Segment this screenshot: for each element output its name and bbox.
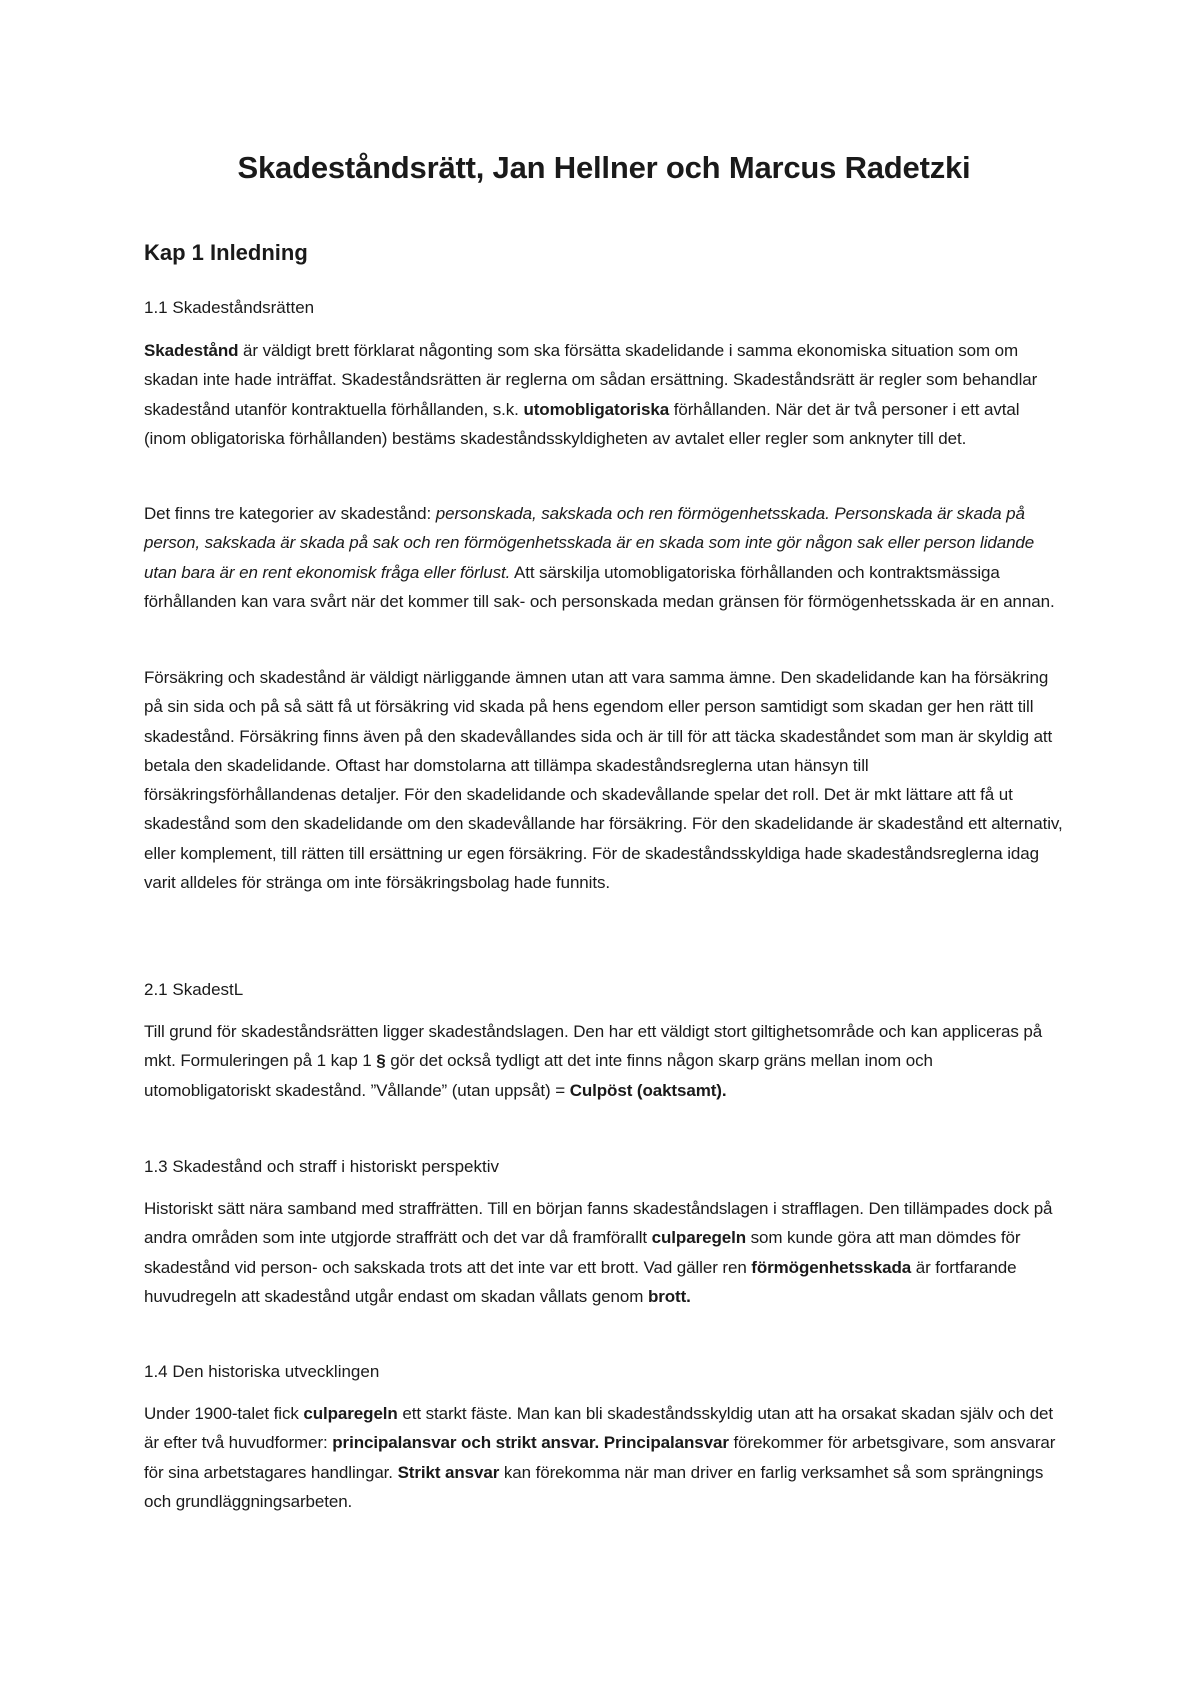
text-run: gör det också tydligt att det inte finns någon skarp gräns mellan inom och utomobligatoriskt skadestånd. ”Vållande” (utan uppsåt) = xyxy=(144,1051,933,1100)
text-run: som kunde göra att man dömdes för skadestånd vid person- och sakskada trots att det inte var ett brott. Vad gäller ren xyxy=(144,1228,1021,1277)
text-run: kan förekomma när man driver en farlig verksamhet så som sprängnings och grundläggningsarbeten. xyxy=(144,1462,1044,1511)
bold-text: Skadestånd xyxy=(144,341,239,360)
bold-text: culparegeln xyxy=(303,1404,398,1423)
text-run: ett starkt fäste. Man kan bli skadeståndsskyldig utan att ha orsakat skadan själv och det är efter två huvudformer: xyxy=(144,1404,1054,1453)
text-run: förhållanden. När det är två personer i ett avtal (inom obligatoriska förhållanden) bestäms skadeståndsskyldigheten av avtalet eller regler som anknyter till det. xyxy=(144,399,1020,448)
text-run: Till grund för skadeståndsrätten ligger skadeståndslagen. Den har ett väldigt stort giltighetsområde och kan appliceras på mkt. Formuleringen på 1 kap 1 xyxy=(144,1022,1043,1071)
section-heading-1-4: 1.4 Den historiska utvecklingen xyxy=(144,1362,380,1381)
text-run: Under 1900-talet fick xyxy=(144,1404,304,1423)
section-heading-1-3: 1.3 Skadestånd och straff i historiskt perspektiv xyxy=(144,1157,499,1176)
text-run: är väldigt brett förklarat någonting som ska försätta skadelidande i samma ekonomiska situation som om skadan inte hade inträffat. Skadeståndsrätten är reglerna om sådan ersättning. Skadeståndsrätt är regler som behandlar skadestånd utanför kontraktuella förhållanden, s.k. xyxy=(144,341,1038,419)
text-run: Att särskilja utomobligatoriska förhållanden och kontraktsmässiga förhållanden kan vara svårt när det kommer till sak- och personskada medan gränsen för förmögenhetsskada är en annan. xyxy=(144,562,1055,611)
document-title: Skadeståndsrätt, Jan Hellner och Marcus Radetzki xyxy=(237,150,971,185)
text-run: Försäkring och skadestånd är väldigt närliggande ämnen utan att vara samma ämne. Den skadelidande kan ha försäkring på sin sida och på så sätt få ut försäkring vid skada på hens egendom eller person samtidigt som skadan ger hen rätt till skadestånd. Försäkring finns även på den skadevållandes sida och är till för att täcka skadeståndet som man är skyldig att betala den skadelidande. Oftast har domstolarna att tillämpa skadeståndsreglerna utan hänsyn till försäkringsförhållandenas detaljer. För den skadelidande och skadevållande spelar det roll. Det är mkt lättare att få ut skadestånd som den skadelidande om den skadevållande har försäkring. För den skadelidande är skadestånd ett alternativ, eller komplement, till rätten till ersättning ur egen försäkring. För de skadeståndsskyldiga hade skadeståndsreglerna idag varit alldeles för stränga om inte försäkringsbolag hade funnits. xyxy=(144,668,1063,893)
text-run: Det finns tre kategorier av skadestånd: xyxy=(144,504,436,523)
bold-text: Culpöst (oaktsamt). xyxy=(569,1080,727,1100)
text-run: förekommer för arbetsgivare, som ansvarar för sina arbetstagares handlingar. xyxy=(144,1433,1056,1482)
bold-text: utomobligatoriska xyxy=(523,399,670,419)
paragraph xyxy=(144,1194,1064,1311)
paragraph xyxy=(144,499,1064,616)
paragraph xyxy=(144,1399,1064,1516)
text-run: Historiskt sätt nära samband med straffrätten. Till en början fanns skadeståndslagen i strafflagen. Den tillämpades dock på andra områden som inte utgjorde straffrätt och det var då framförallt xyxy=(144,1199,1053,1248)
text-run: är fortfarande huvudregeln att skadestånd utgår endast om skadan vållats genom xyxy=(144,1257,1017,1306)
bold-text: § xyxy=(376,1051,386,1071)
chapter-heading: Kap 1 Inledning xyxy=(144,240,308,265)
bold-text: culparegeln xyxy=(651,1228,746,1248)
italic-text: personskada, sakskada och ren förmögenhetsskada. Personskada är skada på person, sakskada är skada på sak och ren förmögenhetsskada är en skada som inte gör någon sak eller person lidande utan bara är en rent ekonomisk fråga eller förlust. xyxy=(144,504,1035,582)
paragraph xyxy=(144,663,1064,897)
bold-text: brott. xyxy=(647,1286,691,1306)
paragraph xyxy=(144,1017,1064,1105)
bold-text: principalansvar och strikt ansvar. Principalansvar xyxy=(332,1433,729,1453)
bold-text: förmögenhetsskada xyxy=(751,1257,912,1277)
bold-text: Strikt ansvar xyxy=(397,1462,500,1482)
paragraph xyxy=(144,336,1064,453)
section-heading-1-1: 1.1 Skadeståndsrätten xyxy=(144,298,315,317)
section-heading-2-1: 2.1 SkadestL xyxy=(144,980,244,999)
